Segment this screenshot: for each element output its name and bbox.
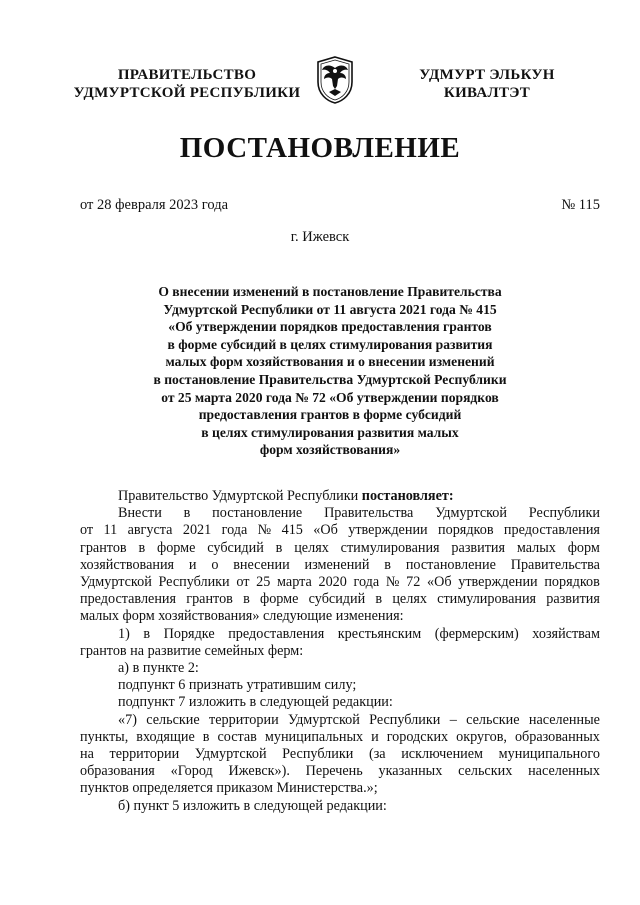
issuer-line-2: УДМУРТСКОЙ РЕСПУБЛИКИ: [73, 85, 301, 101]
word: указанных: [378, 763, 443, 780]
item-1-line: грантов на развитие семейных ферм:: [80, 642, 304, 659]
word: утверждении: [458, 574, 538, 591]
word: муниципальных: [264, 728, 364, 745]
word: пункты,: [80, 728, 129, 745]
issuer-line-1: ПРАВИТЕЛЬСТВО: [117, 67, 257, 83]
word: Внести: [118, 505, 162, 522]
title-line: от 25 марта 2020 года № 72 «Об утверждении порядков: [161, 389, 499, 405]
issuer-udmurt-line-1: УДМУРТ ЭЛЬКУН: [419, 67, 555, 83]
title-line: Удмуртской Республики от 11 августа 2021 года № 415: [163, 301, 497, 317]
word: изменений: [304, 556, 370, 573]
word: (за: [368, 746, 386, 763]
word: состав: [217, 728, 257, 745]
word: крестьянским: [337, 625, 422, 642]
word: предоставления: [228, 625, 325, 642]
word: №: [385, 574, 400, 591]
quoted-text-line: [80, 729, 600, 746]
word: территории: [209, 711, 279, 728]
amendment-intro-line: [80, 591, 600, 608]
amendment-intro-line: малых форм хозяйствования» следующие изменения:: [80, 608, 404, 625]
word: Республики: [158, 574, 230, 591]
word: на: [80, 746, 94, 763]
word: форме: [260, 591, 299, 608]
word: «Об: [313, 522, 338, 539]
amendment-intro-line: [80, 505, 600, 522]
amendment-intro-line: [80, 557, 600, 574]
word: 25: [256, 574, 271, 591]
word: №: [257, 522, 272, 539]
word: развития: [451, 539, 506, 556]
title-line: «Об утверждении порядков предоставления грантов: [168, 319, 492, 335]
word: 72: [406, 574, 421, 591]
word: сельских: [458, 763, 513, 780]
word: в: [143, 625, 151, 642]
word: хозяйствам: [532, 625, 600, 642]
document-title: [100, 283, 560, 459]
word: населенные: [528, 711, 600, 728]
word: 415: [281, 522, 303, 539]
word: марта: [277, 574, 312, 591]
word: в: [138, 539, 146, 556]
word: субсидий: [308, 591, 366, 608]
quoted-text-line: пунктов определяется приказом Министерства.»;: [80, 780, 378, 797]
word: стимулирования: [340, 539, 440, 556]
word: 2021: [182, 522, 212, 539]
word: в: [384, 556, 391, 573]
quoted-text-line: [80, 746, 600, 763]
word: и: [371, 728, 379, 745]
quoted-text-line: [80, 763, 600, 780]
word: округов,: [456, 728, 507, 745]
word: муниципального: [498, 746, 600, 763]
word: –: [449, 711, 457, 728]
word: сельские: [466, 711, 520, 728]
word: субсидий: [207, 539, 264, 556]
word: Ижевск»).: [228, 763, 290, 780]
word: грантов: [186, 591, 233, 608]
title-line: в целях стимулирования развития малых: [201, 424, 459, 440]
word: 2020: [318, 574, 347, 591]
word: «7): [118, 711, 137, 728]
word: сельские: [146, 711, 200, 728]
subitem-a: а) в пункте 2:: [118, 660, 199, 677]
resolves-keyword: постановляет:: [361, 488, 454, 504]
word: Перечень: [305, 763, 363, 780]
word: территории: [109, 746, 180, 763]
word: Республики: [528, 505, 600, 522]
issuer-udmurt-line-2: КИВАЛТЭТ: [443, 85, 531, 101]
word: в: [275, 539, 283, 556]
word: (фермерским): [434, 625, 519, 642]
amendment-intro-line: [80, 574, 600, 591]
word: Удмуртской: [80, 574, 152, 591]
item-1-line: [80, 626, 600, 643]
title-line: в постановление Правительства Удмуртской Республики: [153, 371, 507, 387]
word: утверждении: [348, 522, 428, 539]
word: в: [375, 591, 383, 608]
title-line: предоставления грантов в форме субсидий: [198, 407, 462, 423]
paragraph-resolves: [80, 488, 600, 505]
document-body: [80, 488, 600, 815]
word: Республики: [282, 746, 354, 763]
word: и: [188, 556, 197, 573]
title-line: О внесении изменений в постановление Правительства: [158, 284, 502, 299]
word: исключением: [401, 746, 484, 763]
word: образования: [80, 763, 155, 780]
word: Правительства: [510, 556, 600, 573]
word: в: [202, 728, 210, 745]
subitem-6-repeal: подпункт 6 признать утратившим силу;: [118, 677, 357, 694]
word: населенных: [528, 763, 600, 780]
title-line: малых форм хозяйствования и о внесении изменений: [165, 354, 495, 370]
word: внесении: [233, 556, 290, 573]
word: «Город: [170, 763, 213, 780]
word: форме: [157, 539, 196, 556]
document-type: ПОСТАНОВЛЕНИЕ: [179, 132, 461, 164]
word: развития: [546, 591, 600, 608]
word: в: [183, 505, 191, 522]
word: входящие: [136, 728, 195, 745]
word: от: [80, 522, 94, 539]
subitem-b: б) пункт 5 изложить в следующей редакции:: [118, 797, 387, 814]
word: 11: [103, 522, 118, 539]
amendment-intro-line: [80, 522, 600, 539]
word: предоставления: [503, 522, 600, 539]
word: образованных: [514, 728, 600, 745]
amendment-intro-line: [80, 540, 600, 557]
word: форм: [567, 539, 600, 556]
title-line: форм хозяйствования»: [259, 442, 401, 458]
word: Удмуртской: [288, 711, 360, 728]
word: целях: [294, 539, 329, 556]
subitem-7-intro: подпункт 7 изложить в следующей редакции:: [118, 694, 393, 711]
word: порядков: [438, 522, 494, 539]
word: предоставления: [80, 591, 177, 608]
word: малых: [516, 539, 556, 556]
word: Правительства: [324, 505, 414, 522]
word: Республики: [369, 711, 441, 728]
document-number: № 115: [561, 197, 600, 213]
word: городских: [386, 728, 449, 745]
word: 1): [118, 625, 130, 642]
issuer-name-udmurt: [392, 66, 582, 102]
word: Удмуртской: [194, 746, 267, 763]
word: постановление: [405, 556, 496, 573]
word: целях: [392, 591, 427, 608]
word: Порядке: [163, 625, 215, 642]
word: года: [221, 522, 248, 539]
quoted-text-line: [80, 712, 600, 729]
word: грантов: [80, 539, 127, 556]
word: года: [353, 574, 380, 591]
word: о: [211, 556, 219, 573]
word: порядков: [544, 574, 600, 591]
udmurt-coat-of-arms-icon: [316, 56, 354, 104]
word: стимулирования: [437, 591, 537, 608]
word: постановление: [212, 505, 303, 522]
document-city: г. Ижевск: [290, 229, 350, 245]
word: от: [236, 574, 250, 591]
issuer-name-russian: [72, 66, 302, 102]
word: августа: [127, 522, 173, 539]
title-line: в форме субсидий в целях стимулирования развития: [167, 336, 493, 352]
word: Удмуртской: [435, 505, 507, 522]
word: хозяйствования: [80, 556, 175, 573]
word: в: [243, 591, 250, 608]
word: «Об: [427, 574, 452, 591]
document-date: от 28 февраля 2023 года: [80, 197, 229, 213]
resolves-text: Правительство Удмуртской Республики: [118, 488, 362, 504]
